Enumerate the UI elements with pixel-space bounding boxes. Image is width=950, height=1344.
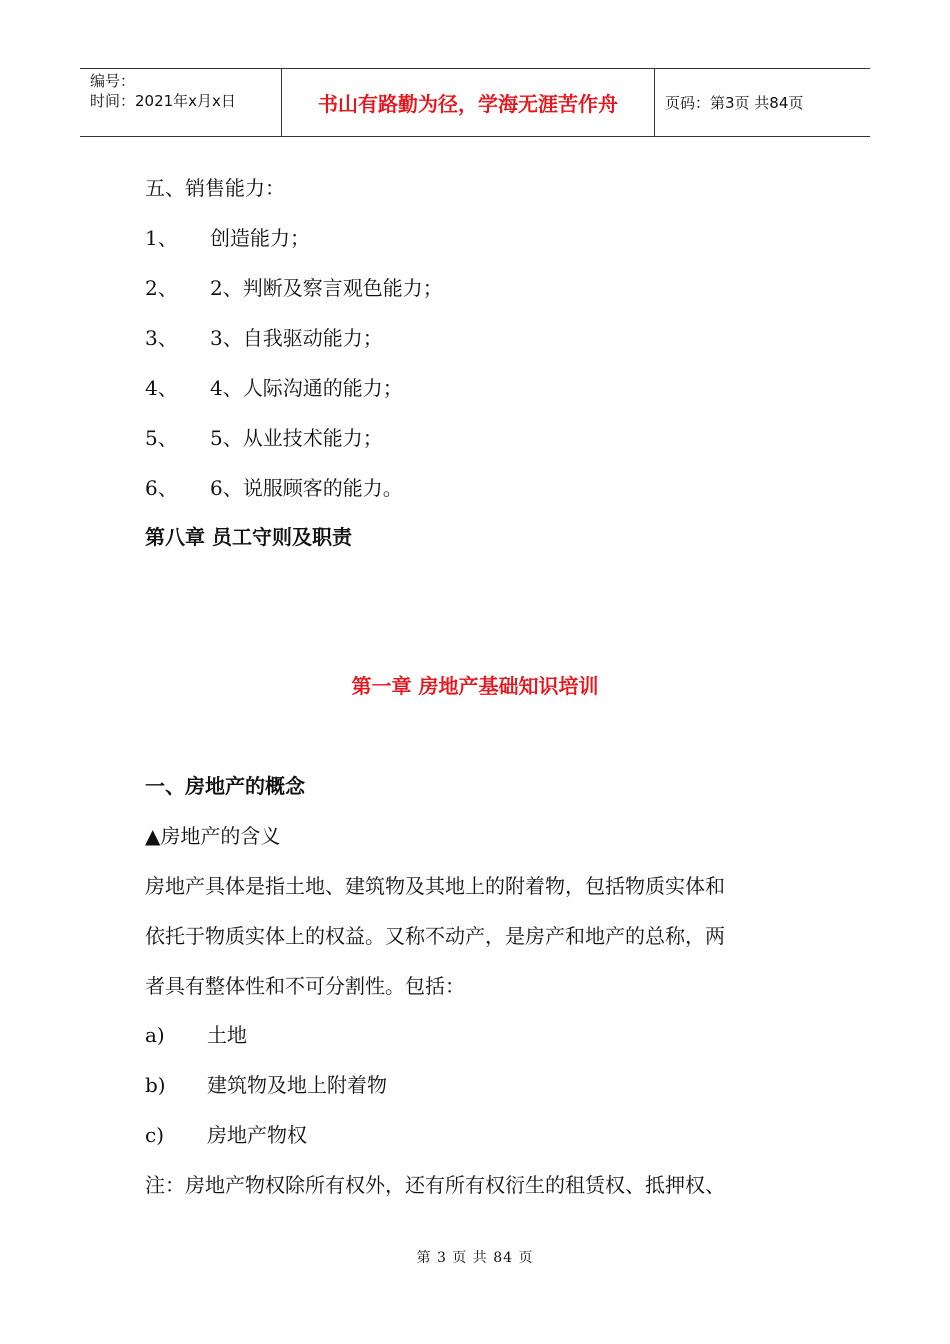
list-item-text: 创造能力； <box>210 226 310 250</box>
section-1-heading: 一、房地产的概念 <box>145 774 305 798</box>
list-item-text: 4、人际沟通的能力； <box>210 376 403 400</box>
header-meta <box>80 69 282 136</box>
list-item-number: c) <box>145 1123 165 1147</box>
chapter-1-heading: 第一章 房地产基础知识培训 <box>351 674 599 698</box>
paragraph-line: 依托于物质实体上的权益。又称不动产，是房产和地产的总称，两 <box>145 924 725 948</box>
note-line: 注：房地产物权除所有权外，还有所有权衍生的租赁权、抵押权、 <box>145 1173 725 1197</box>
paragraph-line: 房地产具体是指土地、建筑物及其地上的附着物，包括物质实体和 <box>145 874 725 898</box>
header-page-info: 页码：第3页 共84页 <box>665 94 804 112</box>
list-item <box>145 322 383 351</box>
list-item-text: 2、判断及察言观色能力； <box>210 276 443 300</box>
list-item <box>145 422 383 451</box>
list-item <box>145 1019 247 1048</box>
list-item-number: 5、 <box>145 426 178 450</box>
list-item <box>145 472 403 501</box>
list-item-number: 1、 <box>145 226 178 250</box>
page-footer: 第 3 页 共 84 页 <box>416 1250 534 1266</box>
list-item <box>145 222 310 251</box>
list-item <box>145 1069 387 1098</box>
list-item <box>145 1119 307 1148</box>
header-number-label: 编号： <box>90 72 136 90</box>
list-item <box>145 272 443 301</box>
list-item-text: 建筑物及地上附着物 <box>207 1073 387 1097</box>
list-item-text: 5、从业技术能力； <box>210 426 383 450</box>
list-item-number: 4、 <box>145 376 178 400</box>
section-1-subtitle: ▲房地产的含义 <box>145 824 281 848</box>
header-time-label: 时间：2021年x月x日 <box>90 92 236 110</box>
list-item-number: a) <box>145 1023 165 1047</box>
list-item-number: 2、 <box>145 276 178 300</box>
list-item-text: 房地产物权 <box>207 1123 307 1147</box>
paragraph-line: 者具有整体性和不可分割性。包括： <box>145 974 465 998</box>
page-header <box>80 68 870 137</box>
list-item-text: 3、自我驱动能力； <box>210 326 383 350</box>
list-item <box>145 372 403 401</box>
header-motto: 书山有路勤为径，学海无涯苦作舟 <box>282 69 655 136</box>
sales-title: 五、销售能力： <box>145 176 285 200</box>
list-item-number: b) <box>145 1073 166 1097</box>
list-item-text: 土地 <box>207 1023 247 1047</box>
list-item-number: 3、 <box>145 326 178 350</box>
list-item-text: 6、说服顾客的能力。 <box>210 476 403 500</box>
list-item-number: 6、 <box>145 476 178 500</box>
chapter-8-heading: 第八章 员工守则及职责 <box>145 525 352 549</box>
